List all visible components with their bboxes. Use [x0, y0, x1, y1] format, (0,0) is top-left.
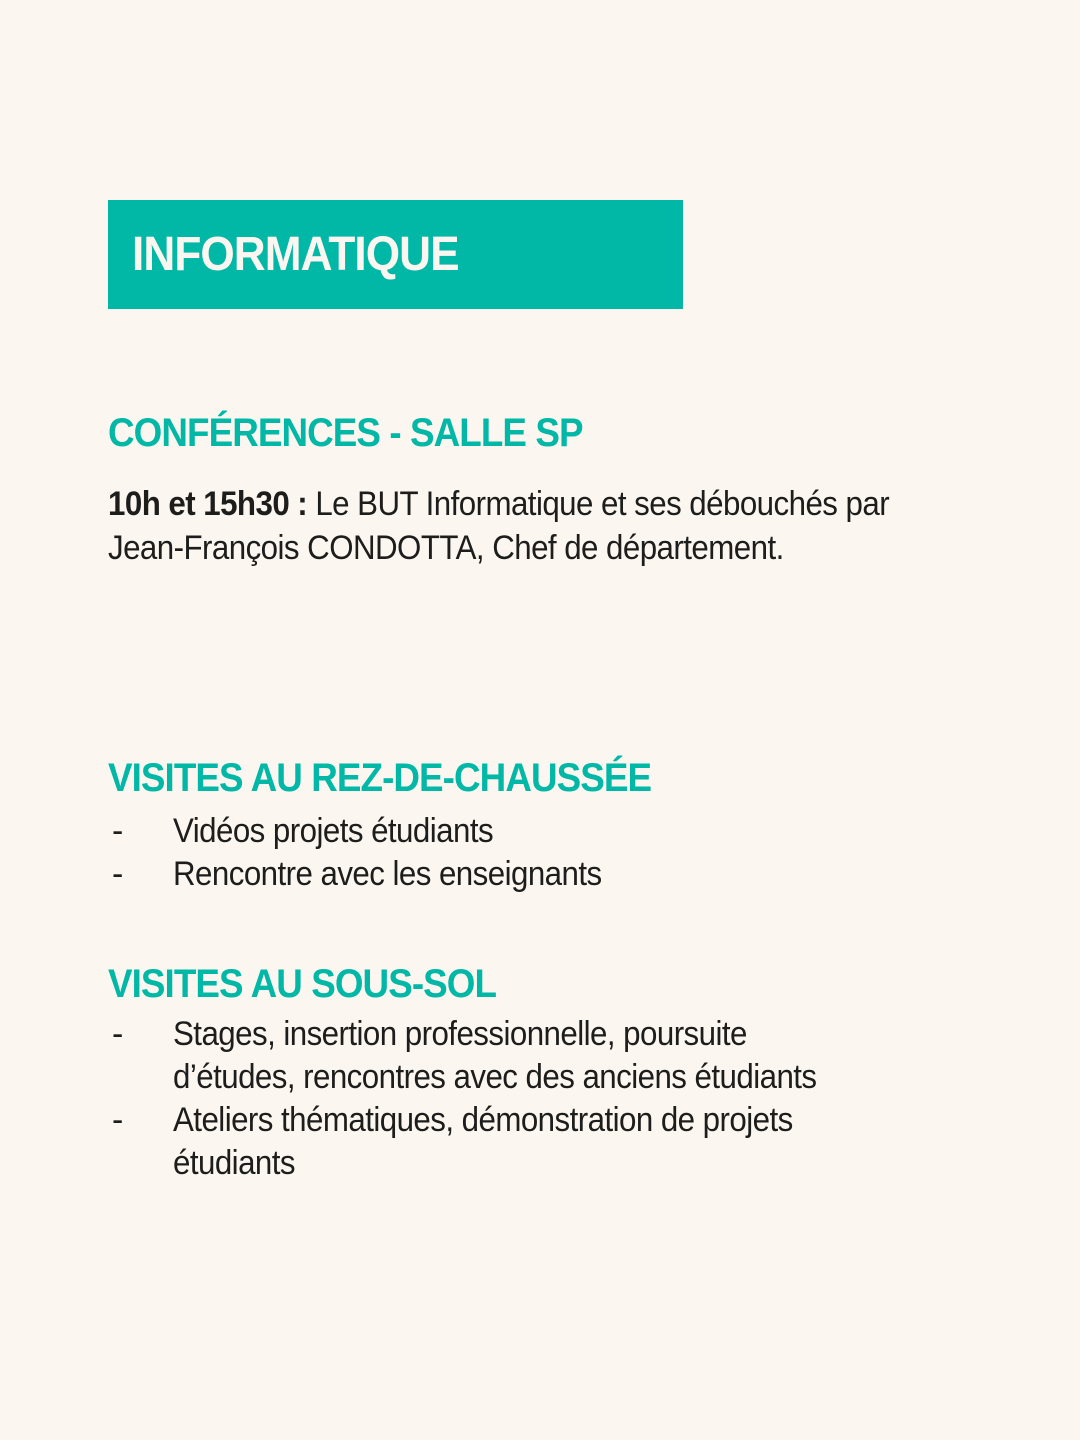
- conferences-heading: CONFÉRENCES - SALLE SP: [108, 411, 583, 455]
- bullet-dash: -: [112, 1101, 123, 1139]
- list-item: [108, 853, 913, 896]
- conference-time: 10h et 15h30 :: [108, 485, 308, 523]
- ground-floor-visits-list: [108, 810, 913, 896]
- conference-description: [108, 482, 936, 570]
- list-item: [108, 810, 913, 853]
- list-item-text: Ateliers thématiques, démonstration de projets étudiants: [173, 1101, 793, 1182]
- ground-floor-visits-heading: VISITES AU REZ-DE-CHAUSSÉE: [108, 756, 652, 800]
- bullet-dash: -: [112, 1015, 123, 1053]
- page-title: INFORMATIQUE: [132, 228, 459, 281]
- list-item: [108, 1013, 913, 1099]
- conference-text: Le BUT Informatique et ses débouchés par Jean-François CONDOTTA, Chef de département.: [108, 485, 890, 567]
- basement-visits-list: [108, 1013, 913, 1185]
- bullet-dash: -: [112, 855, 123, 893]
- title-banner: [108, 200, 683, 309]
- basement-visits-heading: VISITES AU SOUS-SOL: [108, 962, 497, 1006]
- list-item-text: Vidéos projets étudiants: [173, 812, 494, 850]
- list-item-text: Rencontre avec les enseignants: [173, 855, 602, 893]
- list-item: [108, 1099, 913, 1185]
- bullet-dash: -: [112, 812, 123, 850]
- list-item-text: Stages, insertion professionnelle, poursuite d’études, rencontres avec des anciens étudiants: [173, 1015, 817, 1096]
